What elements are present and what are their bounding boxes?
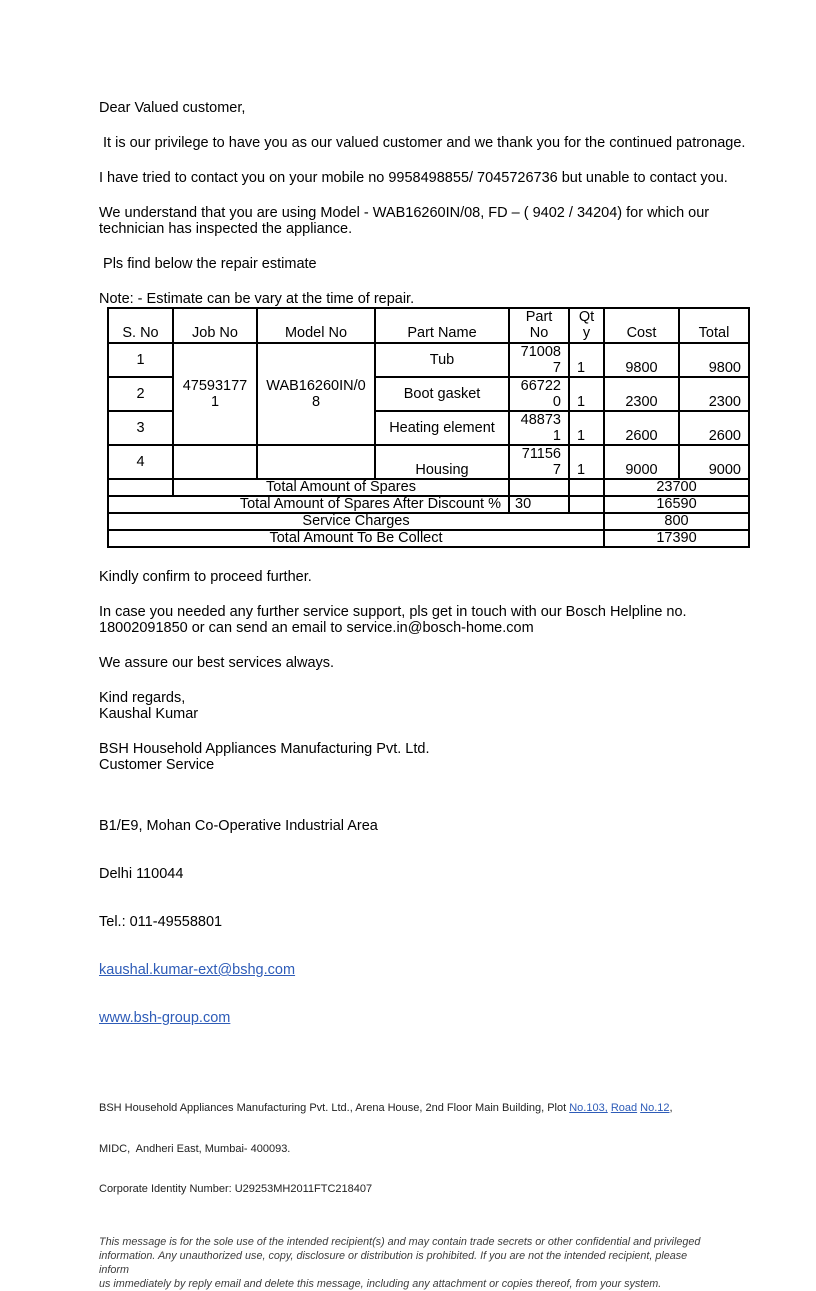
cell-part-no: 667220 (509, 377, 569, 411)
summary-row-service-charges (108, 513, 749, 530)
address-block (99, 786, 789, 1058)
table-row (108, 343, 749, 377)
cell-part-no: 711567 (509, 445, 569, 479)
summary-label: Total Amount of Spares After Discount % (108, 496, 509, 513)
cell-part-no: 488731 (509, 411, 569, 445)
cell-empty (509, 479, 569, 496)
header-total: Total (679, 308, 749, 343)
cell-sno: 2 (108, 377, 173, 411)
summary-value: 16590 (604, 496, 749, 513)
address-line: Delhi 110044 (99, 866, 184, 882)
paragraph-model-info: We understand that you are using Model - WAB16260IN/08, FD – ( 9402 / 34204) for which our technician has inspected the appliance. (99, 205, 710, 237)
summary-row-after-discount (108, 496, 749, 513)
corporate-footer (99, 1075, 789, 1224)
header-qty: Qty (569, 308, 604, 343)
summary-row-total-collect (108, 530, 749, 547)
paragraph-contact-attempt: I have tried to contact you on your mobile no 9958498855/ 7045726736 but unable to contact you. (99, 170, 728, 186)
address-line: B1/E9, Mohan Co-Operative Industrial Area (99, 818, 378, 834)
salutation: Dear Valued customer, (99, 100, 246, 116)
paragraph-privilege: It is our privilege to have you as our valued customer and we thank you for the continued patronage. (99, 135, 746, 151)
discount-percent-value: 30 (509, 496, 569, 513)
summary-label: Total Amount To Be Collect (108, 530, 604, 547)
email-link[interactable]: kaushal.kumar-ext@bshg.com (99, 962, 296, 978)
header-model-no: Model No (257, 308, 375, 343)
estimate-note: Note: - Estimate can be vary at the time of repair. (99, 291, 415, 307)
summary-value: 23700 (604, 479, 749, 496)
confidentiality-disclaimer: This message is for the sole use of the intended recipient(s) and may contain trade secrets or other confidential and privileged information. Any unauthorized use, copy, disclosure or distribution is prohibited. If you are not the intended recipient, please inform us immediately by reply email and delete this message, including any attachment or copies thereof, from your system. (99, 1235, 701, 1290)
paragraph-repair-estimate-intro: Pls find below the repair estimate (99, 256, 317, 272)
paragraph-support: In case you needed any further service support, pls get in touch with our Bosch Helpline no. 18002091850 or can send an email to service.in@bosch-home.com (99, 604, 687, 636)
cell-qty: 1 (569, 343, 604, 377)
cell-sno: 1 (108, 343, 173, 377)
website-link[interactable]: www.bsh-group.com (99, 1010, 231, 1026)
paragraph-confirm: Kindly confirm to proceed further. (99, 569, 312, 585)
cell-cost: 9800 (604, 343, 679, 377)
header-part-name: Part Name (375, 308, 509, 343)
summary-label: Total Amount of Spares (173, 479, 509, 496)
paragraph-assurance: We assure our best services always. (99, 655, 335, 671)
repair-estimate-table (107, 307, 750, 548)
footer-line-2: MIDC, Andheri East, Mumbai- 400093. (99, 1142, 291, 1155)
cell-empty (569, 479, 604, 496)
cell-model-no: WAB16260IN/08 (257, 343, 375, 445)
cell-total: 9800 (679, 343, 749, 377)
table-header-row (108, 308, 749, 343)
cell-total: 2300 (679, 377, 749, 411)
cell-cost: 9000 (604, 445, 679, 479)
cell-total: 9000 (679, 445, 749, 479)
header-sno: S. No (108, 308, 173, 343)
cell-job-no: 475931771 (173, 343, 257, 445)
summary-row-total-spares (108, 479, 749, 496)
cell-empty (108, 479, 173, 496)
cell-part-name: Heating element (375, 411, 509, 445)
table-row (108, 445, 749, 479)
cell-cost: 2600 (604, 411, 679, 445)
footer-line-3: Corporate Identity Number: U29253MH2011FTC218407 (99, 1183, 373, 1195)
footer-line1-suffix: , (669, 1102, 673, 1114)
plot-no-link[interactable]: No.103, (569, 1102, 608, 1114)
summary-label: Service Charges (108, 513, 604, 530)
summary-value: 17390 (604, 530, 749, 547)
cell-qty: 1 (569, 377, 604, 411)
cell-job-no-empty (173, 445, 257, 479)
cell-sno: 4 (108, 445, 173, 479)
road-no-link[interactable]: No.12 (640, 1102, 670, 1114)
cell-qty: 1 (569, 411, 604, 445)
cell-qty: 1 (569, 445, 604, 479)
cell-model-no-empty (257, 445, 375, 479)
signoff: Kind regards, Kaushal Kumar (99, 690, 199, 722)
phone-line: Tel.: 011-49558801 (99, 914, 223, 930)
cell-part-name: Tub (375, 343, 509, 377)
cell-part-name: Housing (375, 445, 509, 479)
cell-cost: 2300 (604, 377, 679, 411)
cell-empty (569, 496, 604, 513)
cell-part-no: 710087 (509, 343, 569, 377)
footer-line-1 (99, 1102, 789, 1116)
cell-total: 2600 (679, 411, 749, 445)
cell-sno: 3 (108, 411, 173, 445)
road-link[interactable]: Road (610, 1102, 638, 1114)
cell-part-name: Boot gasket (375, 377, 509, 411)
summary-value: 800 (604, 513, 749, 530)
header-part-no: Part No (509, 308, 569, 343)
header-cost: Cost (604, 308, 679, 343)
header-job-no: Job No (173, 308, 257, 343)
company-block: BSH Household Appliances Manufacturing Pvt. Ltd. Customer Service (99, 741, 430, 773)
footer-address-text: BSH Household Appliances Manufacturing Pvt. Ltd., Arena House, 2nd Floor Main Building, Plot (99, 1102, 570, 1114)
